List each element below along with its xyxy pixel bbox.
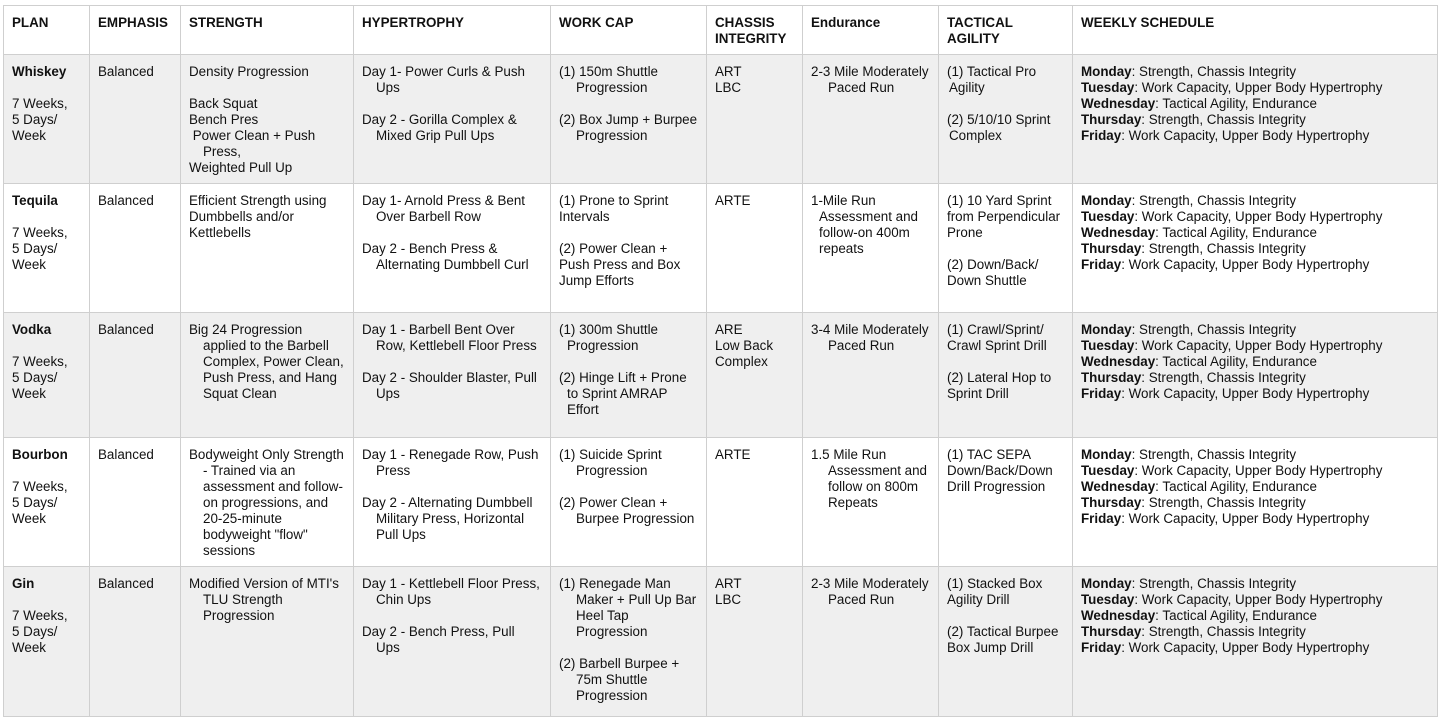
header-work-cap: WORK CAP (551, 6, 707, 55)
plan-cell: Bourbon 7 Weeks, 5 Days/ Week (4, 438, 90, 567)
strength-cell: Modified Version of MTI's TLU Strength Progression (181, 567, 354, 717)
hypertrophy-cell: Day 1- Arnold Press & Bent Over Barbell Row Day 2 - Bench Press & Alternating Dumbbell Curl (354, 184, 551, 313)
hypertrophy-cell: Day 1 - Barbell Bent Over Row, Kettlebell Floor Press Day 2 - Shoulder Blaster, Pull Ups (354, 313, 551, 438)
work-cap-cell: (1) 150m Shuttle Progression (2) Box Jump + Burpee Progression (551, 55, 707, 184)
weekly-schedule-cell: Monday: Strength, Chassis Integrity Tuesday: Work Capacity, Upper Body Hypertrophy Wednesday: Tactical Agility, Endurance Thursday: Strength, Chassis Integrity Friday: Work Capacity, Upper Body Hypertrophy (1073, 438, 1438, 567)
table-row (4, 184, 1438, 313)
emphasis-cell: Balanced (90, 184, 181, 313)
work-cap-cell: (1) Prone to Sprint Intervals (2) Power Clean + Push Press and Box Jump Efforts (551, 184, 707, 313)
header-strength: STRENGTH (181, 6, 354, 55)
weekly-schedule-cell: Monday: Strength, Chassis Integrity Tuesday: Work Capacity, Upper Body Hypertrophy Wednesday: Tactical Agility, Endurance Thursday: Strength, Chassis Integrity Friday: Work Capacity, Upper Body Hypertrophy (1073, 55, 1438, 184)
endurance-cell: 2-3 Mile Moderately Paced Run (803, 567, 939, 717)
weekly-schedule-cell: Monday: Strength, Chassis Integrity Tuesday: Work Capacity, Upper Body Hypertrophy Wednesday: Tactical Agility, Endurance Thursday: Strength, Chassis Integrity Friday: Work Capacity, Upper Body Hypertrophy (1073, 567, 1438, 717)
work-cap-cell: (1) Renegade Man Maker + Pull Up Bar Heel Tap Progression (2) Barbell Burpee + 75m Shuttle Progression (551, 567, 707, 717)
endurance-cell: 3-4 Mile Moderately Paced Run (803, 313, 939, 438)
weekly-schedule-cell: Monday: Strength, Chassis Integrity Tuesday: Work Capacity, Upper Body Hypertrophy Wednesday: Tactical Agility, Endurance Thursday: Strength, Chassis Integrity Friday: Work Capacity, Upper Body Hypertrophy (1073, 313, 1438, 438)
work-cap-cell: (1) 300m Shuttle Progression (2) Hinge Lift + Prone to Sprint AMRAP Effort (551, 313, 707, 438)
strength-cell: Density Progression Back Squat Bench Pres Power Clean + Push Press, Weighted Pull Up (181, 55, 354, 184)
header-weekly-schedule: WEEKLY SCHEDULE (1073, 6, 1438, 55)
chassis-integrity-cell: ARTE (707, 184, 803, 313)
emphasis-cell: Balanced (90, 567, 181, 717)
header-plan: PLAN (4, 6, 90, 55)
header-endurance: Endurance (803, 6, 939, 55)
tactical-agility-cell: (1) Tactical Pro Agility (2) 5/10/10 Sprint Complex (939, 55, 1073, 184)
header-hypertrophy: HYPERTROPHY (354, 6, 551, 55)
plan-cell: Tequila 7 Weeks, 5 Days/ Week (4, 184, 90, 313)
table-row (4, 313, 1438, 438)
tactical-agility-cell: (1) Crawl/Sprint/ Crawl Sprint Drill (2) Lateral Hop to Sprint Drill (939, 313, 1073, 438)
emphasis-cell: Balanced (90, 438, 181, 567)
chassis-integrity-cell: ART LBC (707, 567, 803, 717)
header-row (4, 6, 1438, 55)
plan-name: Gin (12, 576, 35, 591)
endurance-cell: 1.5 Mile Run Assessment and follow on 800m Repeats (803, 438, 939, 567)
endurance-cell: 1-Mile Run Assessment and follow-on 400m repeats (803, 184, 939, 313)
chassis-integrity-cell: ARTE (707, 438, 803, 567)
plan-cell: Whiskey 7 Weeks, 5 Days/ Week (4, 55, 90, 184)
table-row (4, 438, 1438, 567)
header-chassis-integrity: CHASSIS INTEGRITY (707, 6, 803, 55)
chassis-integrity-cell: ARE Low Back Complex (707, 313, 803, 438)
endurance-cell: 2-3 Mile Moderately Paced Run (803, 55, 939, 184)
weekly-schedule-cell: Monday: Strength, Chassis Integrity Tuesday: Work Capacity, Upper Body Hypertrophy Wednesday: Tactical Agility, Endurance Thursday: Strength, Chassis Integrity Friday: Work Capacity, Upper Body Hypertrophy (1073, 184, 1438, 313)
emphasis-cell: Balanced (90, 55, 181, 184)
training-plans-table (3, 5, 1438, 717)
strength-cell: Efficient Strength using Dumbbells and/or Kettlebells (181, 184, 354, 313)
plan-cell: Vodka 7 Weeks, 5 Days/ Week (4, 313, 90, 438)
header-emphasis: EMPHASIS (90, 6, 181, 55)
tactical-agility-cell: (1) 10 Yard Sprint from Perpendicular Prone (2) Down/Back/ Down Shuttle (939, 184, 1073, 313)
plan-name: Vodka (12, 322, 52, 337)
tactical-agility-cell: (1) Stacked Box Agility Drill (2) Tactical Burpee Box Jump Drill (939, 567, 1073, 717)
hypertrophy-cell: Day 1- Power Curls & Push Ups Day 2 - Gorilla Complex & Mixed Grip Pull Ups (354, 55, 551, 184)
header-tactical-agility: TACTICAL AGILITY (939, 6, 1073, 55)
strength-cell: Bodyweight Only Strength - Trained via an assessment and follow-on progressions, and 20-25-minute bodyweight "flow" sessions (181, 438, 354, 567)
table-row (4, 567, 1438, 717)
hypertrophy-cell: Day 1 - Kettlebell Floor Press, Chin Ups Day 2 - Bench Press, Pull Ups (354, 567, 551, 717)
chassis-integrity-cell: ART LBC (707, 55, 803, 184)
emphasis-cell: Balanced (90, 313, 181, 438)
plan-name: Whiskey (12, 64, 67, 79)
plan-name: Tequila (12, 193, 58, 208)
tactical-agility-cell: (1) TAC SEPA Down/Back/Down Drill Progression (939, 438, 1073, 567)
work-cap-cell: (1) Suicide Sprint Progression (2) Power Clean + Burpee Progression (551, 438, 707, 567)
table-row (4, 55, 1438, 184)
strength-cell: Big 24 Progression applied to the Barbell Complex, Power Clean, Push Press, and Hang Squat Clean (181, 313, 354, 438)
plan-name: Bourbon (12, 447, 68, 462)
hypertrophy-cell: Day 1 - Renegade Row, Push Press Day 2 - Alternating Dumbbell Military Press, Horizontal Pull Ups (354, 438, 551, 567)
plan-cell: Gin 7 Weeks, 5 Days/ Week (4, 567, 90, 717)
